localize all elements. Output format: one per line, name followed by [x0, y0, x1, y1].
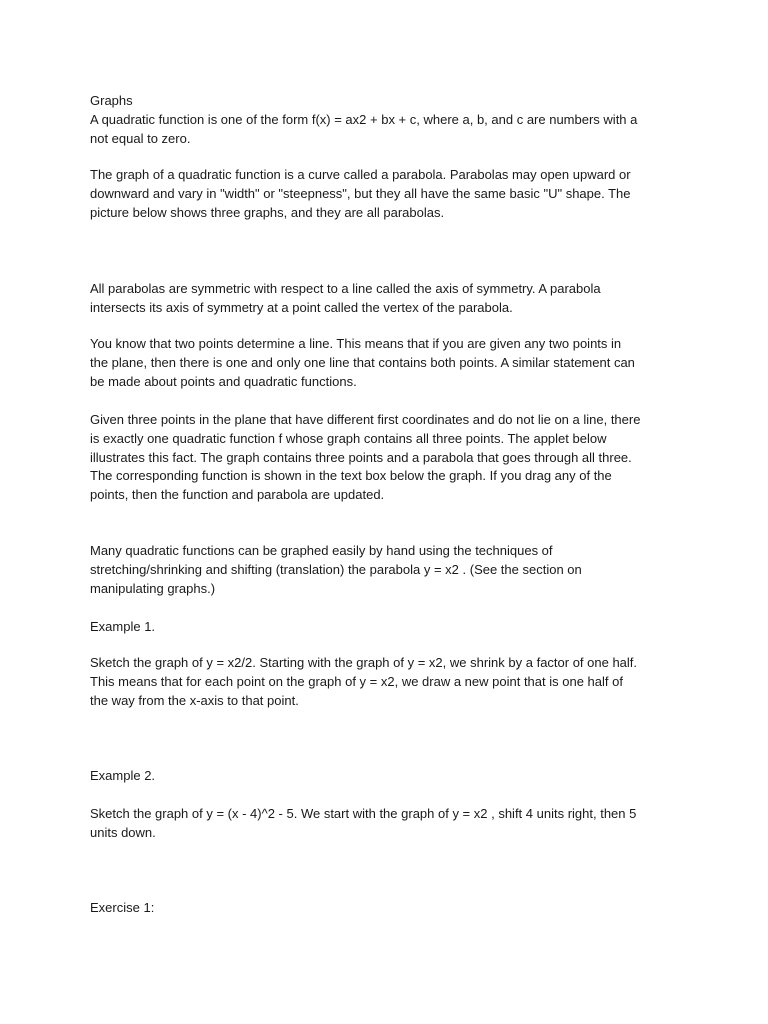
- three-points-line-2: is exactly one quadratic function f whose graph contains all three points. The applet below: [90, 431, 607, 446]
- document-page: [90, 0, 690, 1024]
- exercise-1-label: Exercise 1:: [90, 900, 155, 915]
- three-points-line-4: The corresponding function is shown in the text box below the graph. If you drag any of the: [90, 468, 612, 483]
- example-2-line-2: units down.: [90, 825, 156, 840]
- example-1-line-2: This means that for each point on the graph of y = x2, we draw a new point that is one half of: [90, 674, 623, 689]
- by-hand-line-3: manipulating graphs.): [90, 581, 216, 596]
- parabola-line-1: The graph of a quadratic function is a curve called a parabola. Parabolas may open upward or: [90, 167, 631, 182]
- example-1-line-1: Sketch the graph of y = x2/2. Starting with the graph of y = x2, we shrink by a factor of one half.: [90, 655, 638, 670]
- example-2-label: Example 2.: [90, 768, 156, 783]
- symmetry-line-1: All parabolas are symmetric with respect to a line called the axis of symmetry. A parabola: [90, 281, 601, 296]
- document-heading: Graphs: [90, 93, 133, 108]
- intro-line-1: A quadratic function is one of the form f(x) = ax2 + bx + c, where a, b, and c are numbers with a: [90, 112, 638, 127]
- example-2-line-1: Sketch the graph of y = (x - 4)^2 - 5. We start with the graph of y = x2 , shift 4 units right, then 5: [90, 806, 637, 821]
- parabola-line-3: picture below shows three graphs, and they are all parabolas.: [90, 205, 445, 220]
- three-points-line-1: Given three points in the plane that have different first coordinates and do not lie on a line, there: [90, 412, 641, 427]
- example-1-label: Example 1.: [90, 619, 156, 634]
- by-hand-line-1: Many quadratic functions can be graphed easily by hand using the techniques of: [90, 543, 553, 558]
- three-points-line-3: illustrates this fact. The graph contains three points and a parabola that goes through all three.: [90, 450, 632, 465]
- symmetry-line-2: intersects its axis of symmetry at a point called the vertex of the parabola.: [90, 300, 513, 315]
- by-hand-line-2: stretching/shrinking and shifting (translation) the parabola y = x2 . (See the section on: [90, 562, 582, 577]
- intro-line-2: not equal to zero.: [90, 131, 191, 146]
- two-points-line-3: be made about points and quadratic functions.: [90, 374, 357, 389]
- example-1-line-3: the way from the x-axis to that point.: [90, 693, 299, 708]
- two-points-line-1: You know that two points determine a line. This means that if you are given any two points in: [90, 336, 622, 351]
- parabola-line-2: downward and vary in "width" or "steepness", but they all have the same basic "U" shape. The: [90, 186, 631, 201]
- three-points-line-5: points, then the function and parabola are updated.: [90, 487, 385, 502]
- two-points-line-2: the plane, then there is one and only one line that contains both points. A similar statement can: [90, 355, 635, 370]
